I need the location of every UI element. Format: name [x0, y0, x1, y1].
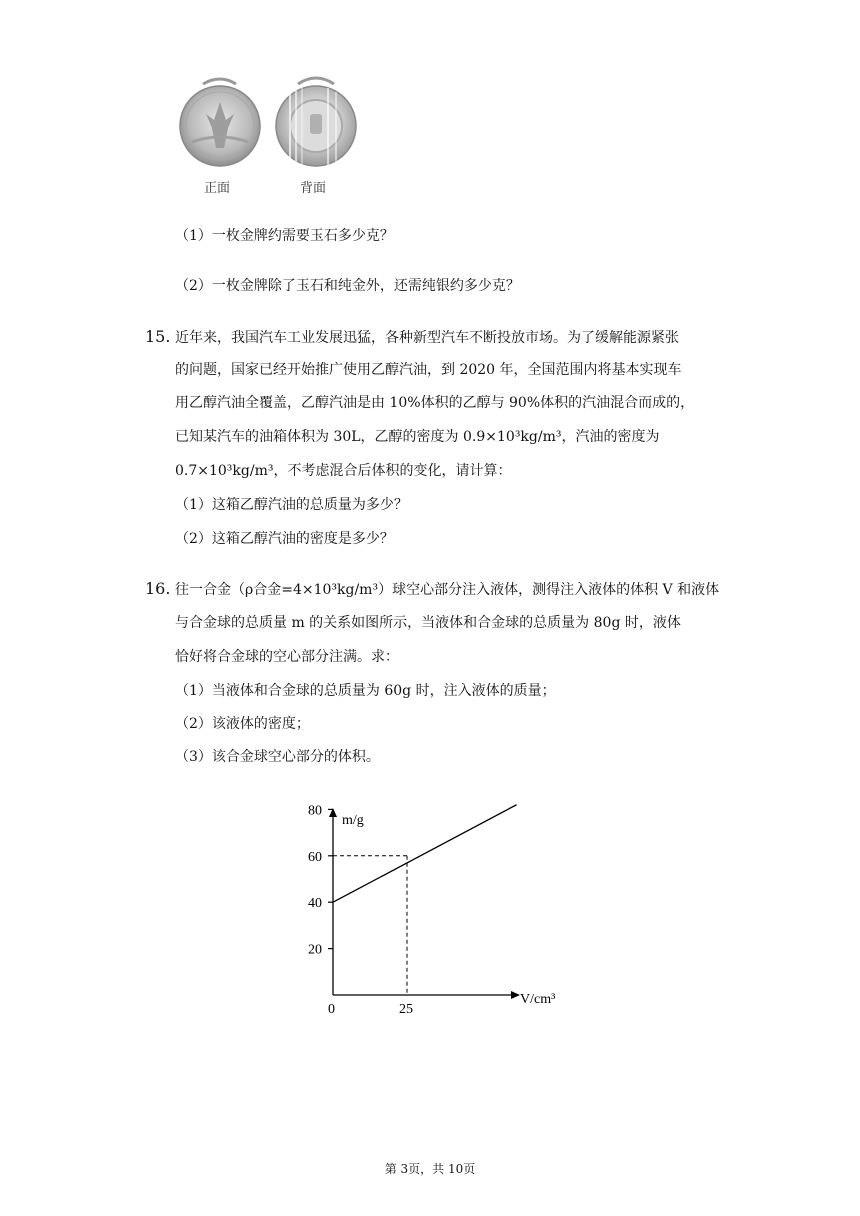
y-tick-label: 60 — [308, 849, 322, 865]
x-axis-arrow — [511, 991, 520, 999]
x-axis-label: V/cm³ — [520, 992, 556, 1007]
q16-number: 16. — [145, 579, 171, 598]
q15-line-3: 用乙醇汽油全覆盖，乙醇汽油是由 10%体积的乙醇与 90%体积的汽油混合而成的， — [175, 395, 695, 411]
q16-line-3: 恰好将合金球的空心部分注满。求： — [175, 649, 399, 665]
q16-line-1: 往一合金（ρ合金=4×10³kg/m³）球空心部分注入液体，测得注入液体的体积 V 和液体 — [175, 582, 720, 598]
q15-line-1: 近年来，我国汽车工业发展迅猛，各种新型汽车不断投放市场。为了缓解能源紧张 — [175, 330, 679, 346]
q16-sub3: （3）该合金球空心部分的体积。 — [175, 749, 380, 765]
medal-back — [276, 78, 356, 166]
y-tick-label: 40 — [308, 896, 322, 912]
q14-sub2: （2）一枚金牌除了玉石和纯金外，还需纯银约多少克？ — [175, 278, 520, 294]
q15-line-5: 0.7×10³kg/m³，不考虑混合后体积的变化，请计算： — [175, 463, 512, 479]
page-footer: 第 3页，共 10页 — [384, 1162, 476, 1176]
medal-back-label: 背面 — [300, 181, 327, 196]
q16-sub2: （2）该液体的密度； — [175, 716, 310, 732]
mass-volume-graph — [300, 800, 580, 1020]
medal-front — [180, 79, 260, 166]
x-tick-label: 0 — [328, 1002, 335, 1017]
q15-line-2: 的问题，国家已经开始推广使用乙醇汽油，到 2020 年，全国范围内将基本实现车 — [175, 362, 682, 378]
y-tick-label: 20 — [308, 942, 322, 958]
q15-number: 15. — [145, 327, 171, 346]
medal-front-label: 正面 — [204, 181, 231, 196]
q16-sub1: （1）当液体和合金球的总质量为 60g 时，注入液体的质量； — [175, 683, 556, 699]
y-axis-label: m/g — [342, 813, 364, 828]
q15-sub2: （2）这箱乙醇汽油的密度是多少？ — [175, 531, 394, 547]
q15-line-4: 已知某汽车的油箱体积为 30L，乙醇的密度为 0.9×10³kg/m³，汽油的密度为 — [175, 429, 660, 445]
x-tick-label: 25 — [399, 1002, 413, 1017]
q16-line-2: 与合金球的总质量 m 的关系如图所示，当液体和合金球的总质量为 80g 时，液体 — [175, 615, 681, 631]
q15-sub1: （1）这箱乙醇汽油的总质量为多少？ — [175, 497, 408, 513]
y-tick-label: 80 — [308, 803, 322, 819]
q14-sub1: （1）一枚金牌约需要玉石多少克？ — [175, 228, 394, 244]
